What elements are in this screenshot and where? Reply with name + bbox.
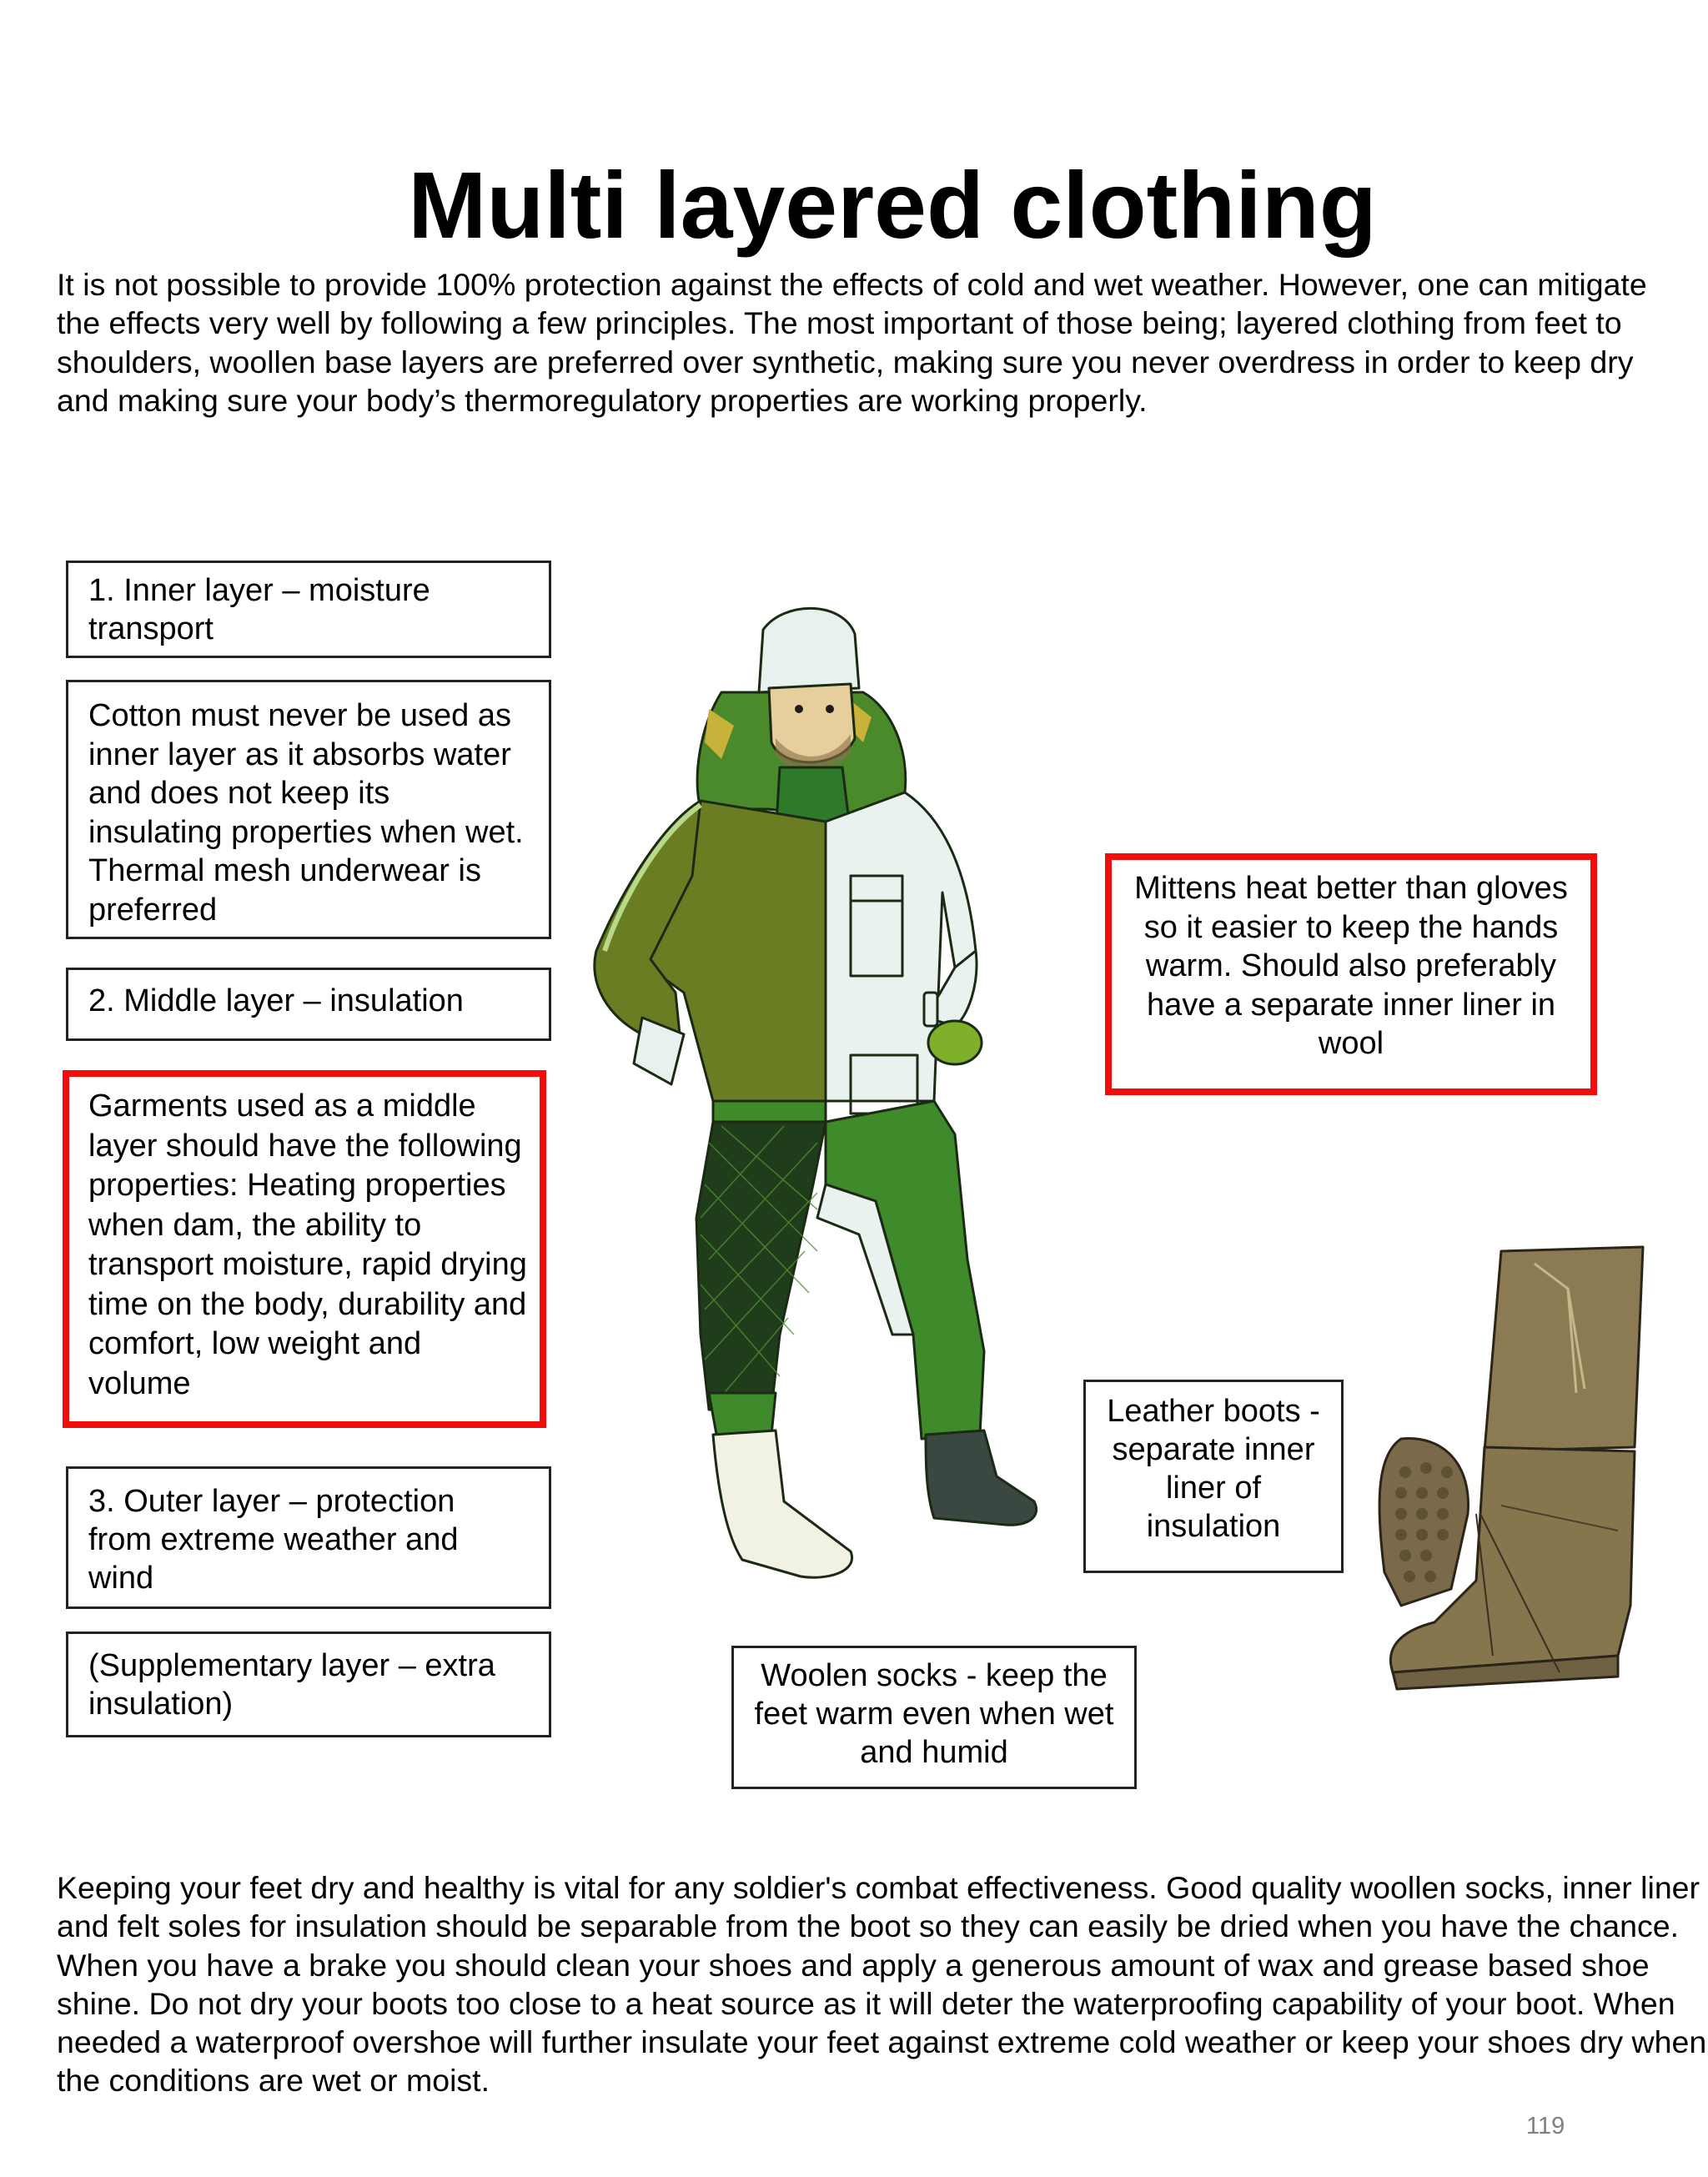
woolen-socks-note: Woolen socks - keep the feet warm even when wet and humid <box>754 1658 1114 1770</box>
supplementary-layer-box <box>66 1631 551 1737</box>
page-title: Multi layered clothing <box>408 152 1377 258</box>
page-number: 119 <box>1526 2113 1565 2139</box>
leather-boots-note-box <box>1083 1380 1344 1573</box>
middle-layer-box <box>66 968 551 1041</box>
middle-layer-label: 2. Middle layer – insulation <box>88 983 464 1018</box>
outer-layer-box <box>66 1466 551 1609</box>
middle-layer-note-box <box>63 1070 546 1428</box>
supplementary-layer-label: (Supplementary layer – extra insulation) <box>88 1648 495 1722</box>
inner-layer-label: 1. Inner layer – moisture transport <box>88 573 430 646</box>
intro-paragraph: It is not possible to provide 100% protection against the effects of cold and wet weather. However, one can mitigate the effects very well by following a few principles. The most important of those being; layered clothing from feet to shoulders, woollen base layers are preferred over synthetic, making sure you never overdress in order to keep dry and making sure your body’s thermoregulatory properties are working properly. <box>57 267 1647 418</box>
inner-layer-box <box>66 561 551 658</box>
soldier-illustration <box>575 601 1076 1626</box>
foot-care-paragraph: Keeping your feet dry and healthy is vital for any soldier's combat effectiveness. Good quality woollen socks, inner liner and felt soles for insulation should be separable from the boot so they can easily be dried when you have the chance. When you have a brake you should clean your shoes and apply a generous amount of wax and grease based shoe shine. Do not dry your boots too close to a heat source as it will deter the waterproofing capability of your boot. When needed a waterproof overshoe will further insulate your feet against extreme cold weather or keep your shoes dry when the conditions are wet or moist. <box>57 1870 1707 2099</box>
outer-layer-label: 3. Outer layer – protection from extreme weather and wind <box>88 1484 459 1596</box>
overboot-illustration <box>1368 1239 1676 1714</box>
inner-layer-note-box <box>66 680 551 939</box>
middle-layer-note: Garments used as a middle layer should have the following properties: Heating properties when dam, the ability to transport moisture, rapid drying time on the body, durability and comfort, low weight and volume <box>88 1088 527 1401</box>
woolen-socks-note-box <box>731 1646 1137 1789</box>
leather-boots-note: Leather boots - separate inner liner of insulation <box>1107 1394 1320 1544</box>
inner-layer-note: Cotton must never be used as inner layer as it absorbs water and does not keep its insulating properties when wet. Thermal mesh underwear is preferred <box>88 698 524 928</box>
mittens-note-box <box>1105 853 1597 1095</box>
mittens-note: Mittens heat better than gloves so it easier to keep the hands warm. Should also preferably have a separate inner liner in wool <box>1134 871 1568 1061</box>
